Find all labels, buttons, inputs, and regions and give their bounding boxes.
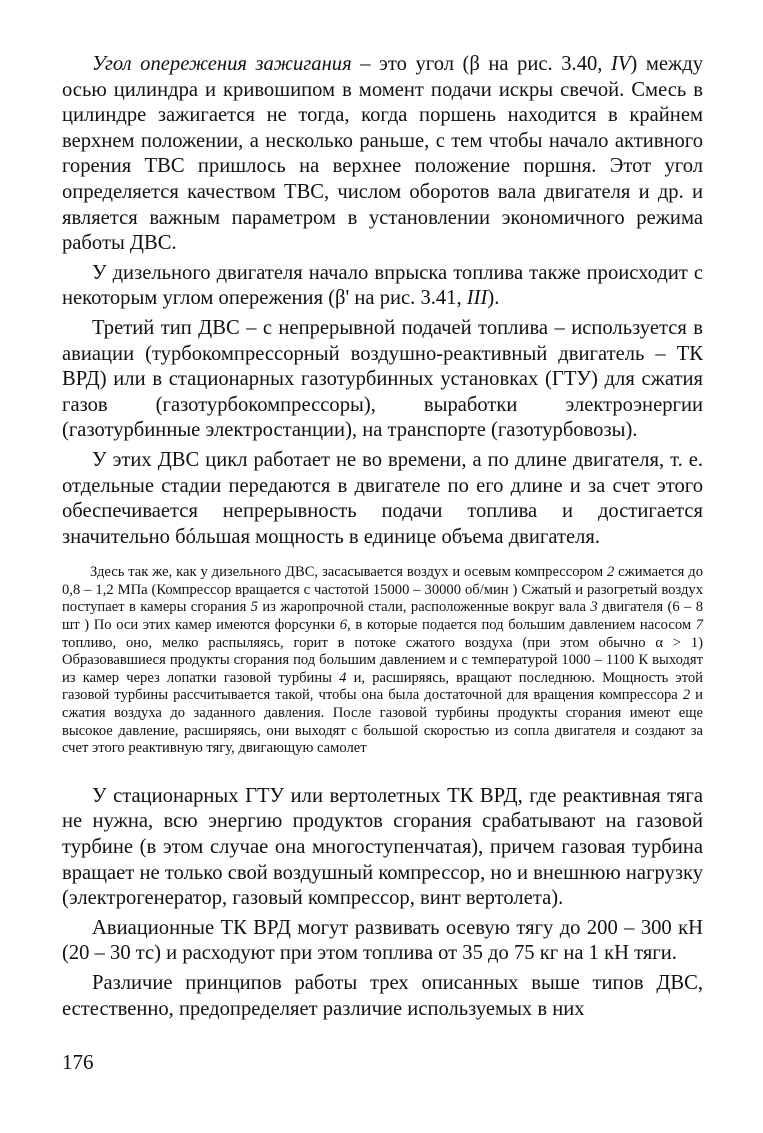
paragraph-small-print: Здесь так же, как у дизельного ДВС, засасывается воздух и осевым компрессором 2 сжимается до 0,8 – 1,2 МПа (Компрессор вращается с частотой 15000 – 30000 об/мин ) Сжатый и разогретый воздух поступает в камеры сгорания 5 из жаропрочной стали, расположенные вокруг вала 3 двигателя (6 – 8 шт ) По оси этих камер имеются форсунки 6, в которые подается под большим давлением насосом 7 топливо, оно, мелко распыляясь, горит в потоке сжатого воздуха (при этом обычно α > 1) Образовавшиеся продукты сгорания под большим давлением и с температурой 1000 – 1100 К выходят из камер через лопатки газовой турбины 4 и, расширяясь, вращают последнюю. Мощность этой газовой турбины рассчитывается такой, чтобы она была достаточной для вращения компрессора 2 и сжатия воздуха до заданного давления. После газовой турбины продукты сгорания имеют еще высокое давление, расширяясь, они выходят с большой скоростью из сопла двигателя и создают за счет этого реактивную тягу, двигающую самолет — [62, 564, 704, 757]
page-text — [62, 52, 703, 1022]
spacer — [62, 758, 703, 784]
page-number: 176 — [62, 1050, 94, 1074]
paragraph-stationary-gtu: У стационарных ГТУ или вертолетных ТК ВРД, где реактивная тяга не нужна, всю энергию продуктов сгорания срабатывают на газовой турбине (в этом случае она многоступенчатая), причем газовая турбина вращает не только свой воздушный компрессор, но и внешнюю нагрузку (электрогенератор, газовый компрессор, винт вертолета). — [62, 784, 703, 910]
paragraph-diesel-advance — [62, 261, 703, 312]
paragraph-text: ). — [487, 287, 500, 310]
paragraph-principles: Различие принципов работы трех описанных выше типов ДВС, естественно, предопределяет различие используемых в них — [62, 971, 703, 1020]
paragraph-text: ) между осью цилиндра и кривошипом в момент подачи искры свечой. Смесь в цилиндре зажигается не тогда, когда поршень находится в крайнем верхнем положении, а несколько раньше, с тем чтобы начало активного горения ТВС пришлось на верхнее положение поршня. Этот угол определяется качеством ТВС, числом оборотов вала двигателя и др. и является важным параметром в установлении экономичного режима работы ДВС. — [62, 53, 703, 255]
paragraph-cycle-length: У этих ДВС цикл работает не во времени, а по длине двигателя, т. е. отдельные стадии передаются в двигателе по его длине и за счет этого обеспечивается непрерывность подачи топлива и достигается значительно бóльшая мощность в единице объема двигателя. — [62, 448, 703, 548]
paragraph-text: У дизельного двигателя начало впрыска топлива также происходит с некоторым углом опережения (β' на рис. 3.41, — [62, 261, 703, 310]
figure-ref: IV — [610, 53, 631, 75]
figure-ref: III — [466, 287, 488, 310]
paragraph-text: – это угол (β на рис. 3.40, — [351, 53, 611, 75]
paragraph-ignition-advance — [62, 52, 703, 257]
paragraph-third-type: Третий тип ДВС – с непрерывной подачей топлива – используется в авиации (турбокомпрессорный воздушно-реактивный двигатель – ТК ВРД) или в стационарных газотурбинных установках (ГТУ) для сжатия газов (газотурбокомпрессоры), выработки электроэнергии (газотурбинные электростанции), на транспорте (газотурбовозы). — [62, 316, 703, 442]
term-ignition-advance-angle: Угол опережения зажигания — [92, 53, 352, 75]
paragraph-aviation-thrust: Авиационные ТК ВРД могут развивать осевую тягу до 200 – 300 кН (20 – 30 тс) и расходуют при этом топлива от 35 до 75 кг на 1 кН тяги. — [62, 916, 703, 965]
